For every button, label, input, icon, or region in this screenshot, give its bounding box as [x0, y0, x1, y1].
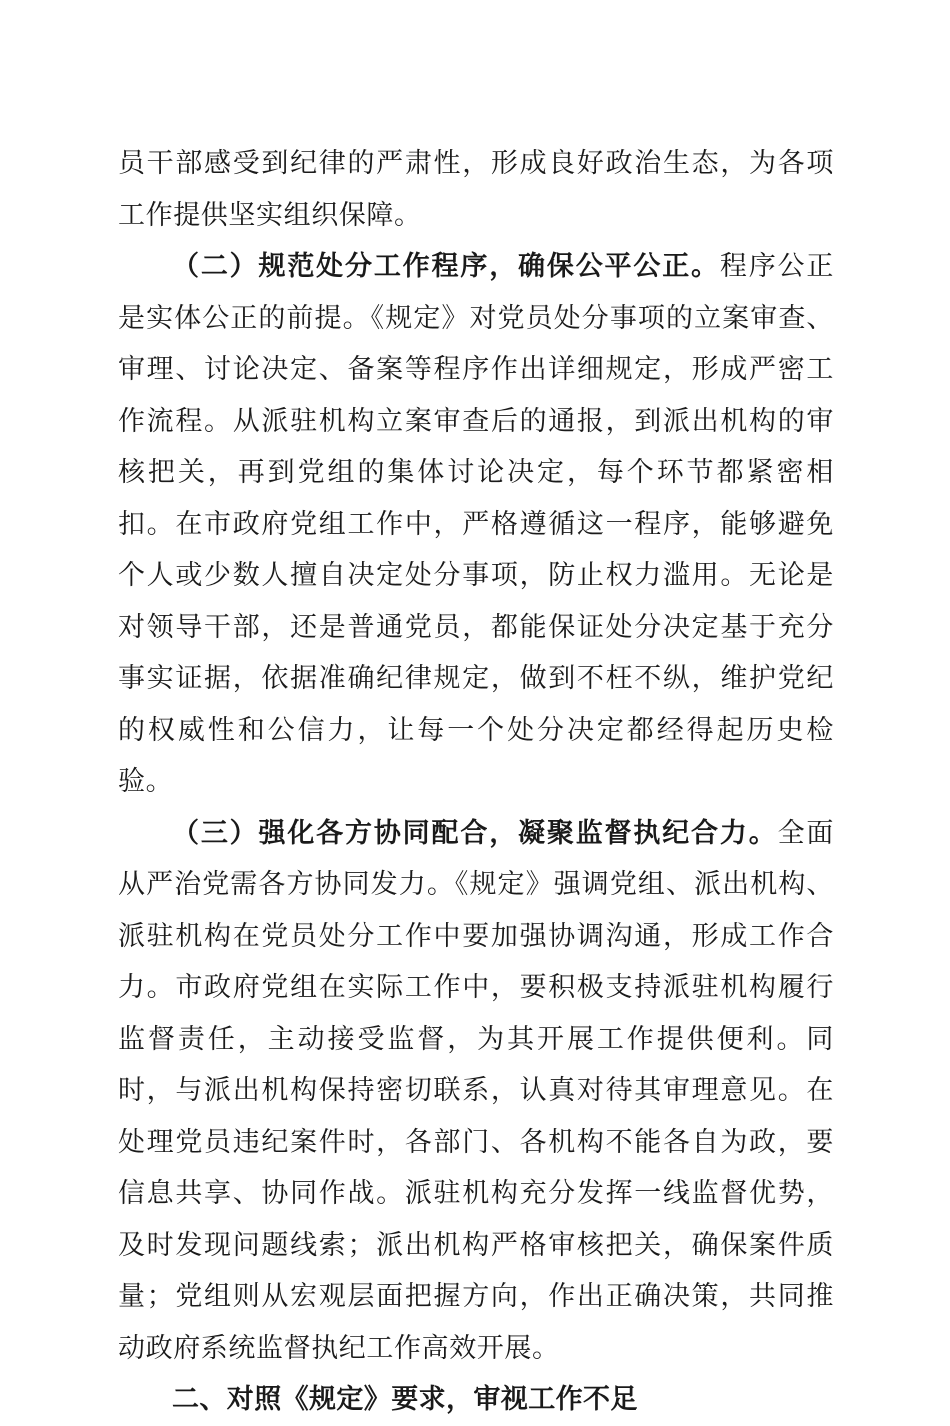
paragraph-coordination-heading: （三）强化各方协同配合，凝聚监督执纪合力。: [172, 817, 778, 849]
paragraph-procedure-heading: （二）规范处分工作程序，确保公平公正。: [172, 251, 720, 282]
paragraph-continuation: 员干部感受到纪律的严肃性，形成良好政治生态，为各项工作提供坚实组织保障。: [118, 148, 834, 231]
paragraph-coordination-body: 全面从严治党需各方协同发力。《规定》强调党组、派出机构、派驻机构在党员处分工作中要加强协调沟通，形成工作合力。市政府党组在实际工作中，要积极支持派驻机构履行监督责任，主动接受监督，为其开展工作提供便利。同时，与派出机构保持密切联系，认真对待其审理意见。在处理党员违纪案件时，各部门、各机构不能各自为政，要信息共享、协同作战。派驻机构充分发挥一线监督优势，及时发现问题线索；派出机构严格审核把关，确保案件质量；党组则从宏观层面把握方向，作出正确决策，共同推动政府系统监督执纪工作高效开展。: [118, 817, 834, 1364]
document-body: [118, 138, 834, 1426]
section-heading: 二、对照《规定》要求，审视工作不足: [172, 1384, 638, 1415]
paragraph-procedure-body: 程序公正是实体公正的前提。《规定》对党员处分事项的立案审查、审理、讨论决定、备案等程序作出详细规定，形成严密工作流程。从派驻机构立案审查后的通报，到派出机构的审核把关，再到党组的集体讨论决定，每个环节都紧密相扣。在市政府党组工作中，严格遵循这一程序，能够避免个人或少数人擅自决定处分事项，防止权力滥用。无论是对领导干部，还是普通党员，都能保证处分决定基于充分事实证据，依据准确纪律规定，做到不枉不纵，维护党纪的权威性和公信力，让每一个处分决定都经得起历史检验。: [118, 251, 834, 797]
paragraph-procedure: [118, 241, 834, 808]
paragraph-coordination: [118, 808, 834, 1375]
